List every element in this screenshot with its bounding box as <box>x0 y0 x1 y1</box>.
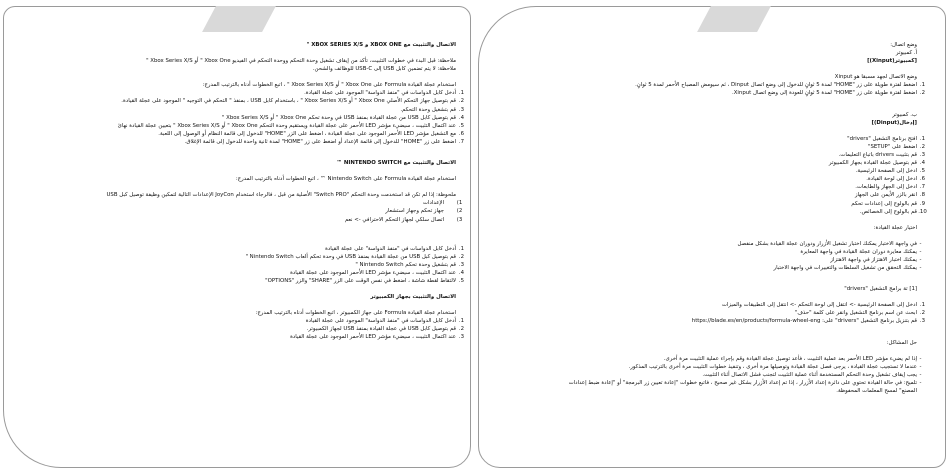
spacer <box>32 285 456 293</box>
line-text: ادخل إلى الصفحة الرئيسية -> انتقل إلى لوحة التحكم -> انتقل إلى التطبيقات والميزات <box>721 302 917 309</box>
list-item <box>32 97 465 105</box>
text-line <box>493 111 917 119</box>
line-text: وضع اتصال: <box>890 42 917 48</box>
list-marker: 1. <box>458 245 465 252</box>
spacer <box>32 183 456 191</box>
line-text: أدخل كابل الدواسات في "منفذ الدواسة" الموجود على عجلة القيادة <box>305 318 456 325</box>
list-item <box>493 240 922 248</box>
list-marker: 1. <box>919 302 926 309</box>
list-item <box>493 167 926 175</box>
list-marker: 7. <box>919 184 926 191</box>
list-marker: - <box>919 240 922 247</box>
text-line <box>493 41 917 49</box>
line-text: الاتصال والتثبيت مع XBOX ONE و XBOX SERIES X/S " <box>306 42 456 48</box>
list-item <box>493 363 922 371</box>
list-item <box>32 207 463 215</box>
list-marker: 1) <box>456 200 463 207</box>
list-item <box>32 199 463 207</box>
text-line <box>493 224 917 232</box>
list-marker: 2. <box>919 143 926 150</box>
line-text: ملحوظة: إذا لم تكن قد استخدمت وحدة التحكم "Switch PRO" الأصلية من قبل ، فالرجاء استخدام JoyCon الإعدادات التالية لتمكين وظيفة توصيل كبل USB <box>106 192 456 199</box>
line-text: قم بتوصيل كبل USB من عجلة القيادة بمنفذ USB في وحدة تحكم ألعاب Nintendo Switch " <box>245 253 456 260</box>
text-line <box>493 73 917 81</box>
spacer <box>493 65 917 73</box>
list-marker: 3) <box>456 216 463 223</box>
line-text: انقر بالزر الأيمن على الجهاز <box>854 192 917 199</box>
section-heading <box>32 293 456 301</box>
list-marker: 6. <box>919 176 926 183</box>
line-text: ب. كمبيوتر <box>892 111 917 118</box>
list-item <box>493 151 926 159</box>
text-line <box>32 65 456 73</box>
list-marker: 3. <box>919 318 926 325</box>
list-item <box>32 106 465 114</box>
list-item <box>493 159 926 167</box>
page-tab-decoration <box>697 6 771 32</box>
list-marker: - <box>919 355 922 362</box>
section-heading <box>493 57 917 65</box>
list-marker: - <box>919 248 922 255</box>
list-item <box>493 248 922 256</box>
line-text: عند اكتمال التثبيت ، سيضيء مؤشر LED الأحمر الموجود على عجلة القيادة <box>290 269 456 276</box>
line-text: قم بالولوج إلى إعدادات تحكم <box>851 200 917 207</box>
line-text: أدخل كابل الدواسات في "منفذ الدواسة" على عجلة القيادة <box>325 245 456 252</box>
list-item <box>493 143 926 151</box>
list-item <box>493 89 926 97</box>
list-item <box>493 175 926 183</box>
list-item <box>32 114 465 122</box>
line-text: قم بتشغيل وحدة التحكم. <box>400 106 456 113</box>
text-line <box>32 309 456 317</box>
list-item <box>32 325 465 333</box>
spacer <box>32 237 456 245</box>
list-item <box>32 122 465 130</box>
list-marker: - <box>919 363 922 370</box>
line-text: [كمبيوتر(Xinput)] <box>867 58 917 65</box>
list-marker: - <box>919 371 922 378</box>
list-marker: 3. <box>458 334 465 341</box>
line-text: يمكنك التحقق من تشغيل السلطات والتغييرات في واجهة الاختبار <box>773 265 917 272</box>
list-marker: 1. <box>458 90 465 97</box>
line-text: قم بالولوج إلى الخصائص. <box>859 208 917 215</box>
list-item <box>493 191 926 199</box>
line-text: استخدام عجلة القيادة Formula على Nintendo Switch ™ ، اتبع الخطوات أدناه بالترتيب المدرج: <box>235 176 456 183</box>
list-item <box>32 138 465 146</box>
spacer <box>32 73 456 81</box>
spacer <box>32 49 456 57</box>
list-marker: - <box>919 379 922 386</box>
list-marker: 1. <box>919 135 926 142</box>
line-text: عند اكتمال التثبيت ، سيضيء مؤشر LED الأحمر الموجود على عجلة القيادة <box>290 334 456 341</box>
list-marker: 1. <box>458 318 465 325</box>
line-text: اضغط لفترة طويلة على زر "HOME" لمدة 5 ثوانٍ للعودة إلى وضع اتصال Xinput. <box>732 90 917 97</box>
list-item <box>493 200 926 208</box>
page-text-column <box>493 41 927 395</box>
list-item <box>493 317 926 325</box>
spacer <box>493 347 917 355</box>
list-marker: 3. <box>458 106 465 113</box>
line-text: اضغط على "SETUP" <box>867 143 917 150</box>
spacer <box>493 326 917 339</box>
line-text: استخدام عجلة القيادة Formula على جهاز الكمبيوتر ، اتبع الخطوات أدناه بالترتيب المدرج: <box>255 310 456 317</box>
list-item <box>493 256 922 264</box>
list-item <box>493 208 927 216</box>
text-line <box>493 339 917 347</box>
line-text: استخدام عجلة القيادة Formula على Xbox One " أو Xbox Series X/S " ، اتبع الخطوات أدناه بالترتيب المدرج: <box>202 82 456 89</box>
manual-page-right <box>478 6 946 468</box>
list-marker: 8. <box>919 192 926 199</box>
line-text: وضع الاتصال لجهد مسبقا هو Xinput <box>834 74 917 81</box>
line-text: تلميح: في حالة القيادة تحتوي على دائرة إعداد الأزرار ، إذا تم إعداد الأزرار بشكل غير صحيح ، فاتبع خطوات "إعادة تعيين زر البرمجة" أو "إعادة ضبط إعدادات <box>568 379 917 386</box>
text-line <box>32 175 456 183</box>
list-marker: 2. <box>458 98 465 105</box>
line-text: لالتقاط لقطة شاشة ، اضغط في نفس الوقت على الزر "SHARE" والزر "OPTIONS" <box>265 277 456 284</box>
list-marker: 4. <box>919 160 926 167</box>
list-item <box>32 245 465 253</box>
manual-page-left <box>3 6 471 468</box>
spacer <box>493 272 917 285</box>
line-text: أدخل كابل الدواسات في "منفذ الدواسة" الموجود على عجلة القيادة. <box>304 90 456 97</box>
list-marker: 7. <box>458 138 465 145</box>
spacer <box>32 224 456 237</box>
spacer <box>493 127 917 135</box>
section-heading <box>493 119 917 127</box>
line-text: الاتصال والتثبيت بجهاز الكمبيوتر <box>370 294 456 301</box>
spacer <box>493 293 917 301</box>
line-text: عندما لا تستجيب عجلة القيادة ، يرجى فصل عجلة القيادة وتوصيلها مرة أخرى ، وتنفيذ خطوات التثبيت مرة أخرى بالترتيب المذكور. <box>628 363 917 370</box>
list-marker: 6. <box>458 130 465 137</box>
spacer <box>493 216 917 224</box>
list-item <box>32 130 465 138</box>
list-item <box>493 309 926 317</box>
line-text: جهاز تحكم وجهاز استشعار <box>385 208 444 215</box>
list-item <box>32 89 465 97</box>
list-marker: 2. <box>458 326 465 333</box>
line-text: ملاحظة: قبل البدء في خطوات التثبيت، تأكد من إيقاف تشغيل وحدة التحكم ووحدة التحكم في الفيديو Xbox One " أو Xbox Series X/S " <box>146 58 456 65</box>
list-marker: 4. <box>458 269 465 276</box>
line-text: يمكنك اختبار الاهتزاز في واجهة الاهتزاز <box>830 256 917 263</box>
line-text: يمكنك معايرة دوران عجلة القيادة في واجهة المعايرة <box>800 248 917 255</box>
line-text: في واجهة الاختبار يمكنك اختبار تشغيل الأزرار ودوران عجلة القيادة بشكل منفصل <box>737 240 917 247</box>
line-text: ادخل إلى الجهاز والطابعات. <box>855 184 917 191</box>
spacer <box>493 232 917 240</box>
line-text: قم بتوصيل عجلة القيادة بجهاز الكمبيوتر <box>828 160 917 167</box>
list-marker: 2. <box>919 310 926 317</box>
list-marker: 2) <box>456 208 463 215</box>
list-marker: 4. <box>458 114 465 121</box>
list-item <box>493 301 926 309</box>
list-item <box>32 216 463 224</box>
line-text: قم بتوصيل كابل USB من عجلة القيادة بمنفذ USB في وحدة تحكم Xbox One " أو Xbox Series X/S " <box>221 114 456 121</box>
section-heading <box>32 41 456 49</box>
text-line <box>32 57 456 65</box>
line-text: حل المشاكل: <box>886 339 917 346</box>
page-tab-decoration <box>202 6 276 32</box>
list-item <box>493 355 922 363</box>
list-item <box>493 371 922 379</box>
line-text: اختيار عجلة القيادة: <box>873 224 917 231</box>
line-text: يجب إيقاف تشغيل وحدة التحكم المستخدمة أثناء عملية التثبيت لتجنب فشل الاتصال أثناء التثبيت. <box>702 371 917 378</box>
line-text: ادخل إلى لوحة القيادة. <box>866 176 917 183</box>
list-item <box>32 253 465 261</box>
text-line <box>493 285 917 293</box>
list-marker: 1. <box>919 82 926 89</box>
text-line <box>493 49 917 57</box>
list-item <box>32 269 465 277</box>
list-item <box>493 264 922 272</box>
section-heading <box>32 159 456 167</box>
line-text: ابحث عن اسم برنامج التشغيل وانقر على كلمة "حذف" <box>794 310 917 317</box>
line-text: الاتصال والتثبيت مع NINTENDO SWITCH ™ <box>336 160 456 167</box>
line-text: إذا لم يضيء مؤشر LED الأحمر بعد عملية التثبيت ، فأعد توصيل عجلة القيادة وقم بإجراء عملية التثبيت مرة أخرى. <box>663 355 917 362</box>
list-item <box>32 277 465 285</box>
text-line <box>32 81 456 89</box>
line-text: قم بتنزيل برنامج التشغيل "drivers" على: https://blade.es/en/products/formula-wheel-eng <box>691 318 917 325</box>
line-text: اتصال سلكي لجهاز التحكم الاحترافي -> نعم <box>344 216 444 223</box>
list-item <box>493 135 926 143</box>
line-text: ادخل إلى الصفحة الرئيسية. <box>855 168 917 175</box>
list-marker: 2. <box>919 90 926 97</box>
line-text: قم بتثبيت drivers باتباع التعليمات. <box>838 151 917 158</box>
spacer <box>32 146 456 159</box>
spacer <box>32 167 456 175</box>
line-text: المصنع" لمسح المعلمات المحفوظة. <box>836 388 917 394</box>
line-text: اضغط على زر "HOME" للدخول إلى قائمة الإعداد أو اضغط على زر "HOME" لمدة ثانية واحدة للدخول إلى قائمة الإغلاق. <box>184 138 456 145</box>
list-item <box>493 379 922 387</box>
list-marker: 5. <box>919 168 926 175</box>
list-marker: 3. <box>458 261 465 268</box>
list-marker: 5. <box>458 277 465 284</box>
line-text: أ. كمبيوتر <box>895 50 917 57</box>
line-text: اضغط لفترة طويلة على زر "HOME" لمدة 5 ثوانٍ للدخول إلى وضع اتصال Dinput ، ثم سيومض المصباح الأحمر لمدة 5 ثوانٍ. <box>635 82 917 89</box>
line-text: الإعدادات <box>422 200 444 207</box>
line-text: قم بتشغيل وحدة تحكم Nintendo Switch " <box>355 261 456 268</box>
page-text-column <box>32 41 465 342</box>
list-item <box>32 317 465 325</box>
text-line <box>32 191 456 199</box>
spacer <box>493 98 917 111</box>
list-marker: - <box>919 256 922 263</box>
list-item <box>493 81 926 89</box>
list-marker: 9. <box>919 200 926 207</box>
list-item <box>32 333 465 341</box>
list-marker: - <box>919 265 922 272</box>
line-text: مع التشغيل مؤشر LED الأحمر الموجود على عجلة القيادة ، اضغط على الزر "HOME" للدخول إلى قائمة النظام أو الوصول إلى اللعبة. <box>158 130 456 137</box>
list-marker: 10. <box>918 208 927 215</box>
line-text: [إدخال(Dinput)] <box>871 119 917 126</box>
spacer <box>32 301 456 309</box>
line-text: افتح برنامج التشغيل "drivers" <box>847 135 917 142</box>
list-item <box>493 183 926 191</box>
line-text: عند اكتمال التثبيت ، سيضيء مؤشر LED الأحمر على عجلة القيادة ويستقيم وحدة التحكم Xbox One " أو Xbox Series X/S " بتعيين عجلة القيادة نهائ <box>117 122 456 129</box>
text-line <box>493 387 917 395</box>
line-text: قم بتوصيل جهاز التحكم الأصلي Xbox One " أو Xbox Series X/S " ، باستخدام كابل USB ، بمنفذ " التحكم في التوجيه " الموجود على عجلة القيادة. <box>121 98 456 105</box>
list-marker: 5. <box>458 122 465 129</box>
list-marker: 2. <box>458 253 465 260</box>
list-marker: 3. <box>919 151 926 158</box>
line-text: قم بتوصيل كابل USB في عجلة القيادة بمنفذ USB لجهاز الكمبيوتر. <box>306 326 456 333</box>
line-text: [1] تة برامج التشغيل "drivers" <box>844 286 917 293</box>
line-text: ملاحظة: لا يتم تضمين كابل USB إلى USB-C للوظائف والشحن. <box>312 66 456 73</box>
list-item <box>32 261 465 269</box>
